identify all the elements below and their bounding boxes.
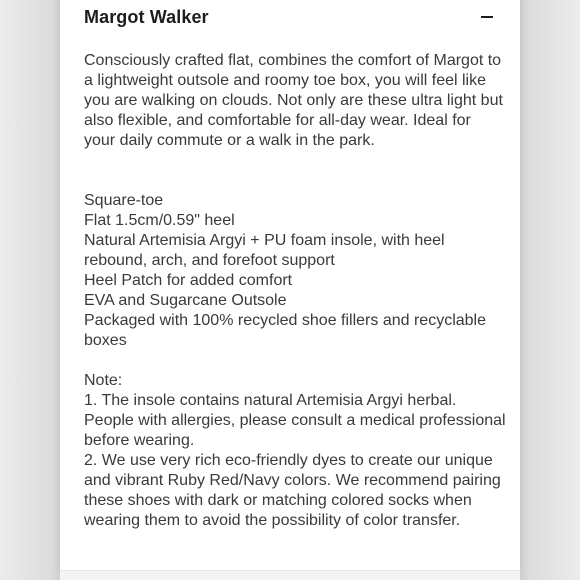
notes-section — [84, 371, 506, 531]
left-backdrop — [0, 0, 60, 580]
feature-item: Natural Artemisia Argyi + PU foam insole, with heel rebound, arch, and forefoot support — [84, 232, 445, 269]
next-section-edge — [60, 570, 520, 580]
description-paragraph: Consciously crafted flat, combines the comfort of Margot to a lightweight outsole and roomy toe box, you will feel like you are walking on clouds. Not only are these ultra light but also flexible, and comfortable for all-day wear. Ideal for your daily commute or a walk in the park. — [84, 52, 503, 149]
minus-icon — [481, 16, 493, 18]
feature-item: Square-toe — [84, 192, 164, 209]
spacer — [84, 351, 506, 371]
feature-list — [84, 191, 506, 351]
note-heading: Note: — [84, 372, 123, 389]
collapse-button[interactable] — [476, 6, 498, 28]
note-item: 1. The insole contains natural Artemisia Argyi herbal. People with allergies, please consult a medical professional before wearing. — [84, 392, 506, 449]
product-details-panel — [60, 0, 520, 570]
product-description-content — [84, 51, 506, 531]
accordion-header[interactable] — [84, 4, 498, 30]
feature-item: EVA and Sugarcane Outsole — [84, 292, 287, 309]
feature-item: Packaged with 100% recycled shoe fillers and recyclable boxes — [84, 312, 486, 349]
spacer — [84, 151, 506, 191]
product-title: Margot Walker — [84, 6, 209, 27]
feature-item: Flat 1.5cm/0.59" heel — [84, 212, 235, 229]
right-backdrop — [520, 0, 580, 580]
note-item: 2. We use very rich eco-friendly dyes to create our unique and vibrant Ruby Red/Navy colors. We recommend pairing these shoes with dark or matching colored socks when wearing them to avoid the possibility of color transfer. — [84, 452, 501, 529]
feature-item: Heel Patch for added comfort — [84, 272, 293, 289]
